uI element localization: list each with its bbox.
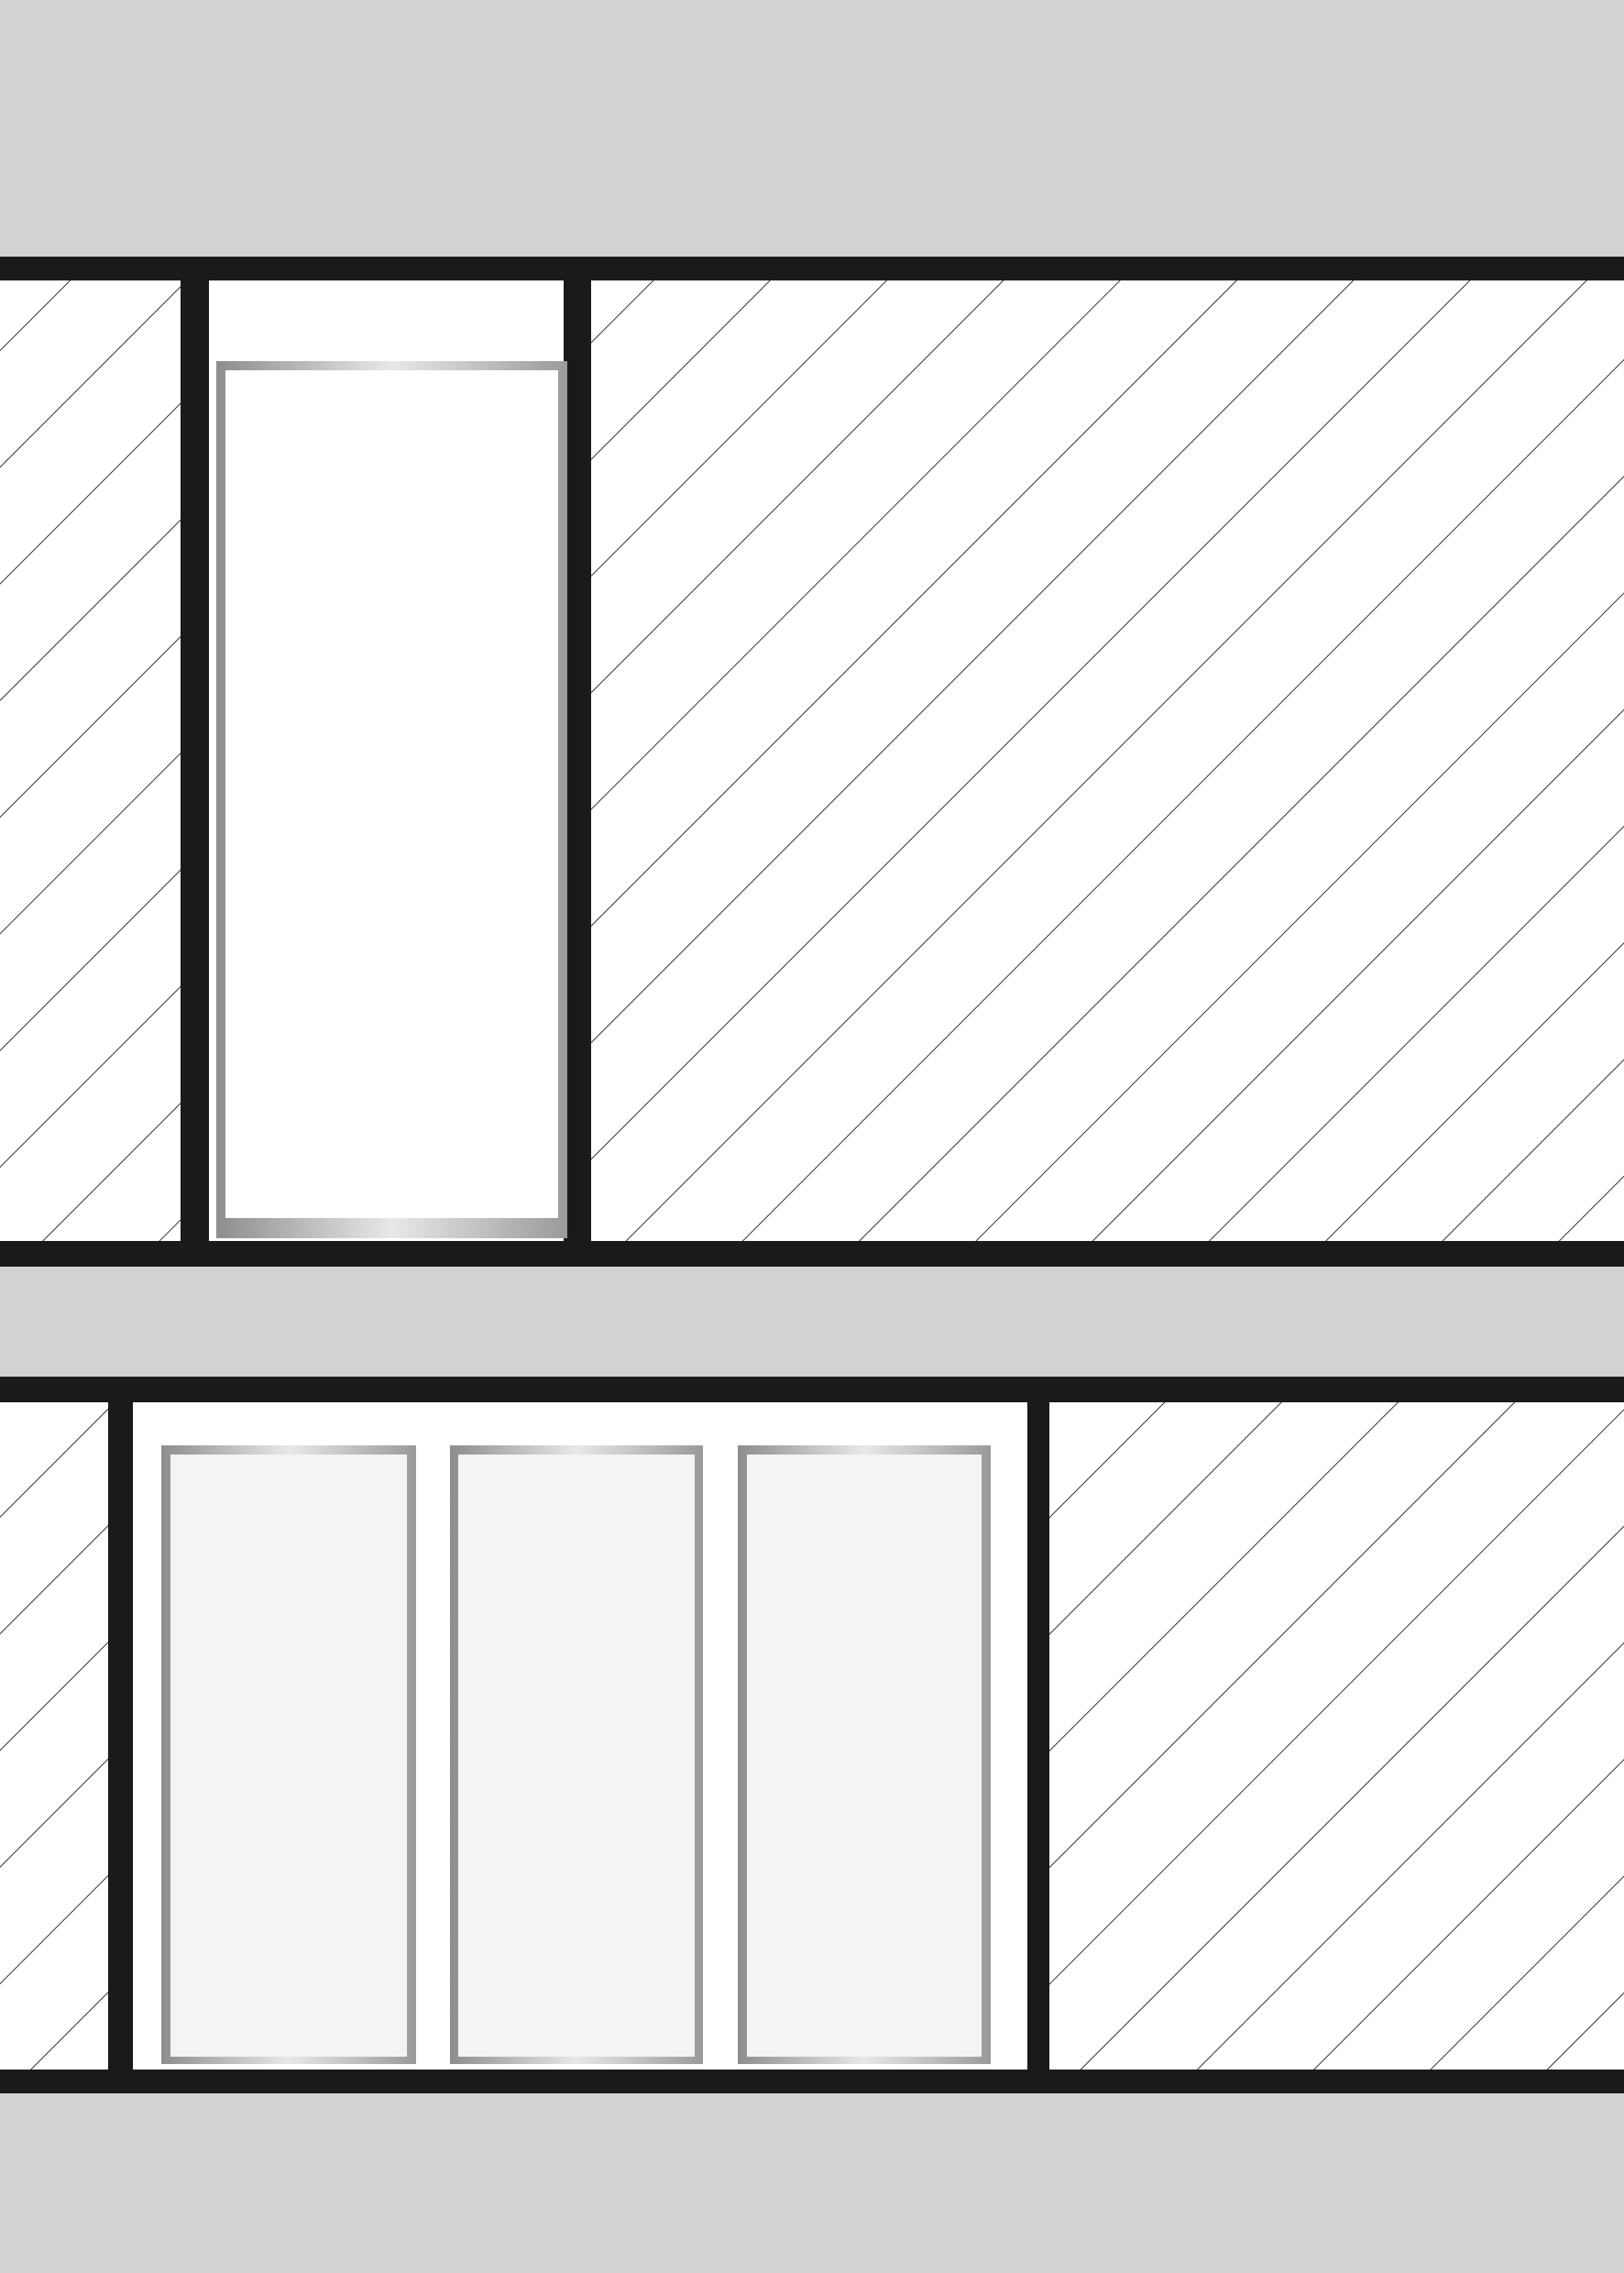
- left-hatched-panel-lines: [0, 280, 181, 1241]
- right-hatched-panel-lines: [591, 280, 1624, 1241]
- piano-door-panel: [225, 370, 558, 1218]
- door-2-panel: [458, 1455, 695, 2057]
- bottom-right-hatched-lines: [1049, 1402, 1624, 2070]
- door-variant-wedges: [161, 1445, 416, 2064]
- door-variant-horizontal-keys: [450, 1445, 703, 2064]
- door-3-panel: [747, 1455, 982, 2057]
- bottom-left-hatched-lines: [0, 1402, 108, 2070]
- piano-door: [216, 361, 567, 1238]
- showcase-divider: [1027, 1402, 1049, 2070]
- door-1-panel: [170, 1455, 407, 2057]
- door-variant-gradient-stripes: [738, 1445, 991, 2064]
